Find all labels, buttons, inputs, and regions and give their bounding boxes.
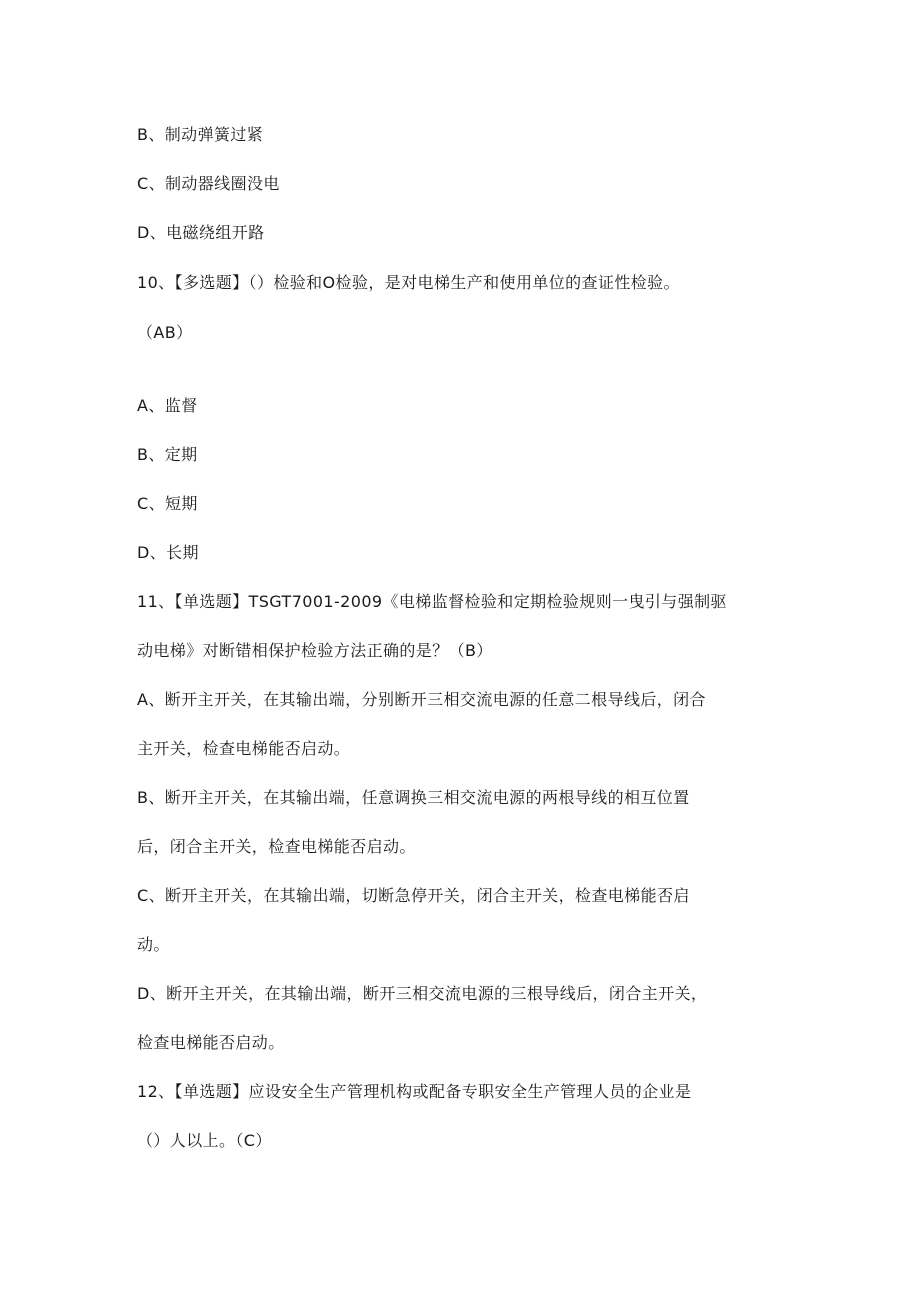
q12-stem-line1: 12、【单选题】应设安全生产管理机构或配备专职安全生产管理人员的企业是	[137, 1082, 692, 1101]
q11-option-c-line2: 动。	[137, 935, 170, 954]
q10-option-d: D、长期	[137, 543, 199, 562]
q11-option-d-line1: D、断开主开关，在其输出端，断开三相交流电源的三根导线后，闭合主开关，	[137, 984, 708, 1003]
q11-option-a-line2: 主开关，检查电梯能否启动。	[137, 739, 351, 758]
q11-stem-line2: 动电梯》对断错相保护检验方法正确的是？（B）	[137, 641, 493, 660]
q11-option-b-line1: B、断开主开关，在其输出端，任意调换三相交流电源的两根导线的相互位置	[137, 788, 690, 807]
q11-option-d-line2: 检查电梯能否启动。	[137, 1033, 285, 1052]
q10-answer: （AB）	[137, 323, 193, 342]
q11-option-a-line1: A、断开主开关，在其输出端，分别断开三相交流电源的任意二根导线后，闭合	[137, 690, 706, 709]
q10-stem: 10、【多选题】（）检验和O检验，是对电梯生产和使用单位的查证性检验。	[137, 273, 680, 292]
q11-option-c-line1: C、断开主开关，在其输出端，切断急停开关，闭合主开关，检查电梯能否启	[137, 886, 690, 905]
q11-option-b-line2: 后，闭合主开关，检查电梯能否启动。	[137, 837, 416, 856]
q11-stem-line1: 11、【单选题】TSGT7001-2009《电梯监督检验和定期检验规则一曳引与强制驱	[137, 592, 727, 611]
q9-option-c: C、制动器线圈没电	[137, 174, 280, 193]
q10-option-c: C、短期	[137, 494, 198, 513]
q9-option-b: B、制动弹簧过紧	[137, 125, 264, 144]
q12-stem-line2: （）人以上。（C）	[137, 1131, 272, 1150]
q9-option-d: D、电磁绕组开路	[137, 223, 265, 242]
q10-option-a: A、监督	[137, 396, 198, 415]
q10-option-b: B、定期	[137, 445, 198, 464]
